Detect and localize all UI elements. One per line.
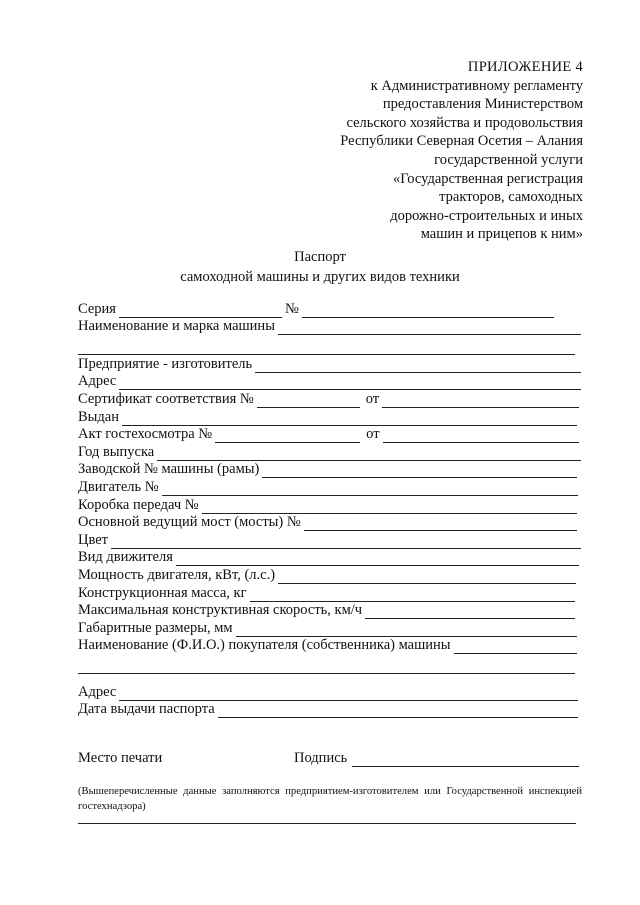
buyer-input-line[interactable] bbox=[454, 642, 577, 654]
field-series-number bbox=[78, 300, 581, 318]
field-label: Конструкционная масса, кг bbox=[78, 584, 247, 601]
name-brand-input-line-2[interactable] bbox=[78, 340, 575, 355]
field-name-brand bbox=[78, 318, 581, 336]
title-line-2: самоходной машины и других видов техники bbox=[180, 269, 460, 285]
appendix-line: государственной услуги bbox=[434, 151, 583, 168]
field-label: Адрес bbox=[78, 373, 117, 390]
color-input-line[interactable] bbox=[111, 537, 581, 549]
field-label: Основной ведущий мост (мосты) № bbox=[78, 514, 301, 531]
footnote: (Вышеперечисленные данные заполняются предприятием-изготовителем или Государственной инспекцией гостехнадзора) bbox=[78, 786, 582, 812]
appendix-line: дорожно-строительных и иных bbox=[390, 207, 583, 224]
certificate-date-input-line[interactable] bbox=[382, 396, 579, 408]
field-certificate bbox=[78, 390, 581, 408]
title-line-1: Паспорт bbox=[294, 249, 346, 265]
buyer-input-line-2[interactable] bbox=[78, 659, 575, 674]
field-buyer-continued bbox=[78, 654, 581, 674]
field-label: Габаритные размеры, мм bbox=[78, 619, 233, 636]
appendix-line: к Административному регламенту bbox=[370, 77, 583, 94]
field-label: Акт гостехосмотра № bbox=[78, 426, 213, 443]
field-label: Дата выдачи паспорта bbox=[78, 701, 215, 718]
engine-input-line[interactable] bbox=[162, 484, 578, 496]
field-label: Заводской № машины (рамы) bbox=[78, 461, 260, 478]
stamp-place-label: Место печати bbox=[78, 750, 163, 766]
signature-row bbox=[78, 750, 581, 767]
issue-date-input-line[interactable] bbox=[218, 706, 578, 718]
field-label: Наименование (Ф.И.О.) покупателя (собственника) машины bbox=[78, 637, 451, 654]
field-label: Двигатель № bbox=[78, 478, 159, 495]
field-label: Сертификат соответствия № bbox=[78, 390, 254, 407]
mover-input-line[interactable] bbox=[176, 554, 579, 566]
appendix-line: сельского хозяйства и продовольствия bbox=[346, 114, 583, 131]
name-brand-input-line[interactable] bbox=[278, 323, 581, 335]
field-label: от bbox=[366, 426, 380, 443]
field-dimensions bbox=[78, 619, 581, 637]
appendix-line: тракторов, самоходных bbox=[439, 189, 583, 206]
field-label: Коробка передач № bbox=[78, 496, 199, 513]
appendix-heading: ПРИЛОЖЕНИЕ 4 bbox=[467, 59, 583, 75]
signature-label: Подпись bbox=[294, 750, 348, 766]
field-label: Серия bbox=[78, 300, 116, 317]
mass-input-line[interactable] bbox=[250, 590, 575, 602]
field-manufacturer bbox=[78, 355, 581, 373]
field-label: Мощность двигателя, кВт, (л.с.) bbox=[78, 566, 276, 583]
gearbox-input-line[interactable] bbox=[202, 502, 577, 514]
signature-input-line[interactable] bbox=[352, 755, 579, 767]
field-issue-date bbox=[78, 701, 581, 719]
appendix-line: предоставления Министерством bbox=[382, 96, 583, 113]
buyer-address-input-line[interactable] bbox=[119, 689, 578, 701]
manufacturer-input-line[interactable] bbox=[255, 361, 581, 373]
field-issued bbox=[78, 408, 581, 426]
series-input-line[interactable] bbox=[119, 306, 282, 318]
year-input-line[interactable] bbox=[157, 449, 581, 461]
axle-input-line[interactable] bbox=[304, 519, 577, 531]
field-engine bbox=[78, 478, 581, 496]
field-year bbox=[78, 443, 581, 461]
field-gearbox bbox=[78, 496, 581, 514]
field-power bbox=[78, 566, 581, 584]
field-name-brand-continued bbox=[78, 335, 581, 355]
power-input-line[interactable] bbox=[278, 572, 576, 584]
number-input-line[interactable] bbox=[302, 306, 554, 318]
appendix-line: машин и прицепов к ним» bbox=[420, 226, 583, 243]
document-title bbox=[0, 247, 640, 287]
address-input-line[interactable] bbox=[119, 378, 581, 390]
field-buyer bbox=[78, 637, 581, 655]
dimensions-input-line[interactable] bbox=[236, 625, 577, 637]
field-label: Предприятие - изготовитель bbox=[78, 355, 253, 372]
inspection-act-number-input-line[interactable] bbox=[215, 431, 360, 443]
field-buyer-address bbox=[78, 683, 581, 701]
max-speed-input-line[interactable] bbox=[365, 607, 575, 619]
field-color bbox=[78, 531, 581, 549]
field-label: Год выпуска bbox=[78, 443, 155, 460]
appendix-line: «Государственная регистрация bbox=[392, 170, 583, 187]
appendix-line: Республики Северная Осетия – Алания bbox=[340, 133, 583, 150]
bottom-rule bbox=[78, 823, 576, 824]
passport-fields bbox=[78, 300, 581, 674]
inspection-act-date-input-line[interactable] bbox=[383, 431, 579, 443]
field-max-speed bbox=[78, 602, 581, 620]
field-label: Вид движителя bbox=[78, 549, 173, 566]
field-label: от bbox=[365, 390, 380, 407]
field-label: Выдан bbox=[78, 408, 119, 425]
field-label: Максимальная конструктивная скорость, км/ч bbox=[78, 602, 363, 619]
field-address bbox=[78, 373, 581, 391]
field-label: № bbox=[284, 300, 299, 317]
serial-frame-input-line[interactable] bbox=[262, 466, 577, 478]
field-serial-frame bbox=[78, 461, 581, 479]
field-mass bbox=[78, 584, 581, 602]
issued-input-line[interactable] bbox=[122, 414, 577, 426]
field-label: Адрес bbox=[78, 683, 117, 700]
field-inspection-act bbox=[78, 426, 581, 444]
field-label: Цвет bbox=[78, 531, 109, 548]
field-label: Наименование и марка машины bbox=[78, 318, 275, 335]
appendix-header bbox=[340, 58, 583, 244]
buyer-address-block bbox=[78, 683, 581, 718]
certificate-number-input-line[interactable] bbox=[257, 396, 360, 408]
field-mover bbox=[78, 549, 581, 567]
field-axle bbox=[78, 514, 581, 532]
